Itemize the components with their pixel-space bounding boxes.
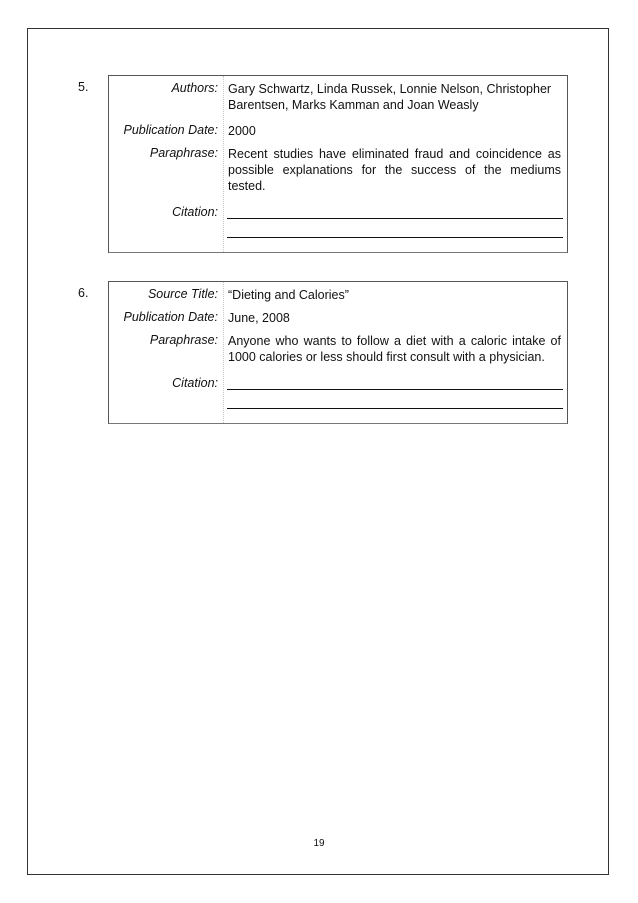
citation-line[interactable] xyxy=(227,408,563,409)
column-divider xyxy=(223,76,224,252)
citation-label: Citation: xyxy=(172,205,218,219)
source-title-label: Source Title: xyxy=(147,287,218,301)
citation-line[interactable] xyxy=(227,218,563,219)
paraphrase-value: Anyone who wants to follow a diet with a caloric intake of 1000 calories or less should first consult with a physician. xyxy=(228,334,561,364)
item-number: 5. xyxy=(78,80,89,94)
column-divider xyxy=(223,282,224,423)
citation-label: Citation: xyxy=(172,376,218,390)
source-entry-6 xyxy=(108,281,568,424)
page-number: 19 xyxy=(313,838,325,849)
paraphrase-label: Paraphrase: xyxy=(149,146,218,160)
paraphrase-value: Recent studies have eliminated fraud and coincidence as possible explanations for the success of the mediums tested. xyxy=(228,147,561,193)
item-number: 6. xyxy=(78,286,89,300)
authors-label: Authors: xyxy=(171,81,218,95)
publication-date-label: Publication Date: xyxy=(123,310,218,324)
authors-value: Gary Schwartz, Linda Russek, Lonnie Nelson, Christopher Barentsen, Marks Kamman and Joan Weasly xyxy=(228,82,552,112)
source-title-value: “Dieting and Calories” xyxy=(228,288,349,302)
citation-line[interactable] xyxy=(227,389,563,390)
publication-date-label: Publication Date: xyxy=(123,123,218,137)
citation-line[interactable] xyxy=(227,237,563,238)
publication-date-value: 2000 xyxy=(228,124,256,138)
paraphrase-label: Paraphrase: xyxy=(149,333,218,347)
source-entry-5 xyxy=(108,75,568,253)
publication-date-value: June, 2008 xyxy=(228,311,290,325)
